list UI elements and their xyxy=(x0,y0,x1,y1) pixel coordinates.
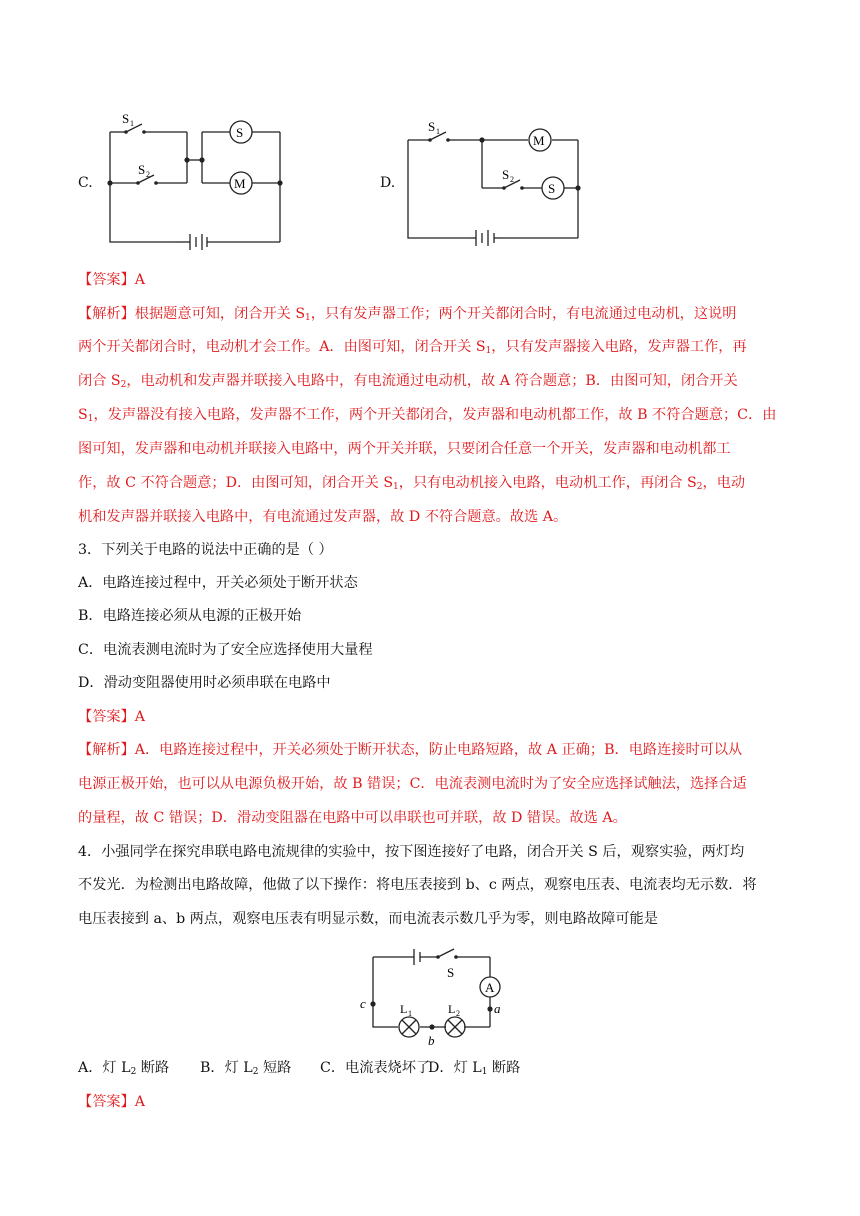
q4-option-a: A．灯 $L_2$ 断路 xyxy=(78,1060,170,1077)
q4-option-c: C．电流表烧坏了 xyxy=(320,1060,431,1076)
q2-analysis-line-6: 作，故 C 不符合题意；D．由图可知，闭合开关 $S_1$，只有电动机接入电路，电动机工作，再闭合 $S_2$，电动 xyxy=(78,475,746,492)
q2-analysis-line-4: $S_1$，发声器没有接入电路，发声器不工作，两个开关都闭合，发声器和电动机都工作，故 B 不符合题意；C．由 xyxy=(78,407,777,424)
point-c-label: c xyxy=(360,996,366,1011)
motor-label: M xyxy=(533,133,545,148)
q3-option-b: B．电路连接必须从电源的正极开始 xyxy=(78,608,302,624)
q2-analysis-line-5: 图可知，发声器和电动机并联接入电路中，两个开关并联，只要闭合任意一个开关，发声器和电动机都工 xyxy=(78,441,731,457)
point-b-label: b xyxy=(428,1033,435,1048)
s1-label: S xyxy=(122,111,130,126)
q4-answer: 【答案】A xyxy=(78,1094,145,1110)
option-d-label: D. xyxy=(380,175,396,191)
q4-option-d: D．灯 $L_1$ 断路 xyxy=(428,1060,521,1077)
q2-answer: 【答案】A xyxy=(78,272,145,288)
q2-analysis-line-1: 【解析】根据题意可知，闭合开关 $S_1$，只有发声器工作；两个开关都闭合时，有电流通过电动机，这说明 xyxy=(78,306,737,323)
q3-option-c: C．电流表测电流时为了安全应选择使用大量程 xyxy=(78,642,373,658)
q3-analysis-line-1: 【解析】A．电路连接过程中，开关必须处于断开状态，防止电路短路，故 A 正确；B．电路连接时可以从 xyxy=(78,742,743,758)
point-a-label: a xyxy=(494,1001,501,1016)
l2-label: L xyxy=(448,1002,456,1016)
q2-analysis-line-2: 两个开关都闭合时，电动机才会工作。A．由图可知，闭合开关 $S_1$，只有发声器接入电路，发声器工作，再 xyxy=(78,339,747,356)
option-c-label: C. xyxy=(78,175,93,191)
q2-analysis-line-7: 机和发声器并联接入电路中，有电流通过发声器，故 D 不符合题意。故选 A。 xyxy=(78,509,568,525)
ammeter-label: A xyxy=(485,980,495,995)
l2-subscript: 2 xyxy=(456,1009,460,1018)
s2-label: S xyxy=(502,167,510,182)
l1-subscript: 1 xyxy=(408,1009,412,1018)
s1-subscript: 1 xyxy=(130,119,134,128)
q4-stem-line-1: 4．小强同学在探究串联电路电流规律的实验中，按下图连接好了电路，闭合开关 S 后，观察实验，两灯均 xyxy=(78,844,745,860)
s1-label: S xyxy=(428,119,436,134)
q3-option-a: A．电路连接过程中，开关必须处于断开状态 xyxy=(78,575,358,591)
switch-label: S xyxy=(447,965,455,980)
motor-label: M xyxy=(234,176,246,191)
s1-subscript: 1 xyxy=(436,127,440,136)
l1-label: L xyxy=(400,1002,408,1016)
sounder-label: S xyxy=(548,181,556,196)
q3-analysis-line-2: 电源正极开始，也可以从电源负极开始，故 B 错误；C．电流表测电流时为了安全应选择试触法，选择合适 xyxy=(78,776,747,792)
q3-analysis-line-3: 的量程，故 C 错误；D．滑动变阻器在电路中可以串联也可并联，故 D 错误。故选 A。 xyxy=(78,810,627,826)
circuit-diagram-q4 xyxy=(358,937,518,1057)
q3-answer: 【答案】A xyxy=(78,709,145,725)
q4-stem-line-3: 电压表接到 a、b 两点，观察电压表有明显示数，而电流表示数几乎为零，则电路故障可能是 xyxy=(78,911,658,927)
q3-option-d: D．滑动变阻器使用时必须串联在电路中 xyxy=(78,675,331,691)
circuit-diagram-d xyxy=(400,110,600,250)
q4-option-b: B．灯 $L_2$ 短路 xyxy=(200,1060,292,1077)
circuit-diagram-c xyxy=(100,110,330,250)
s2-subscript: 2 xyxy=(510,175,514,184)
q4-stem-line-2: 不发光．为检测出电路故障，他做了以下操作：将电压表接到 b、c 两点，观察电压表、电流表均无示数．将 xyxy=(78,877,757,893)
q3-stem: 3．下列关于电路的说法中正确的是（ ） xyxy=(78,542,333,558)
s2-label: S xyxy=(138,162,146,177)
sounder-label: S xyxy=(236,125,244,140)
s2-subscript: 2 xyxy=(146,170,150,179)
q2-analysis-line-3: 闭合 $S_2$，电动机和发声器并联接入电路中，有电流通过电动机，故 A 符合题意；B．由图可知，闭合开关 xyxy=(78,373,738,390)
